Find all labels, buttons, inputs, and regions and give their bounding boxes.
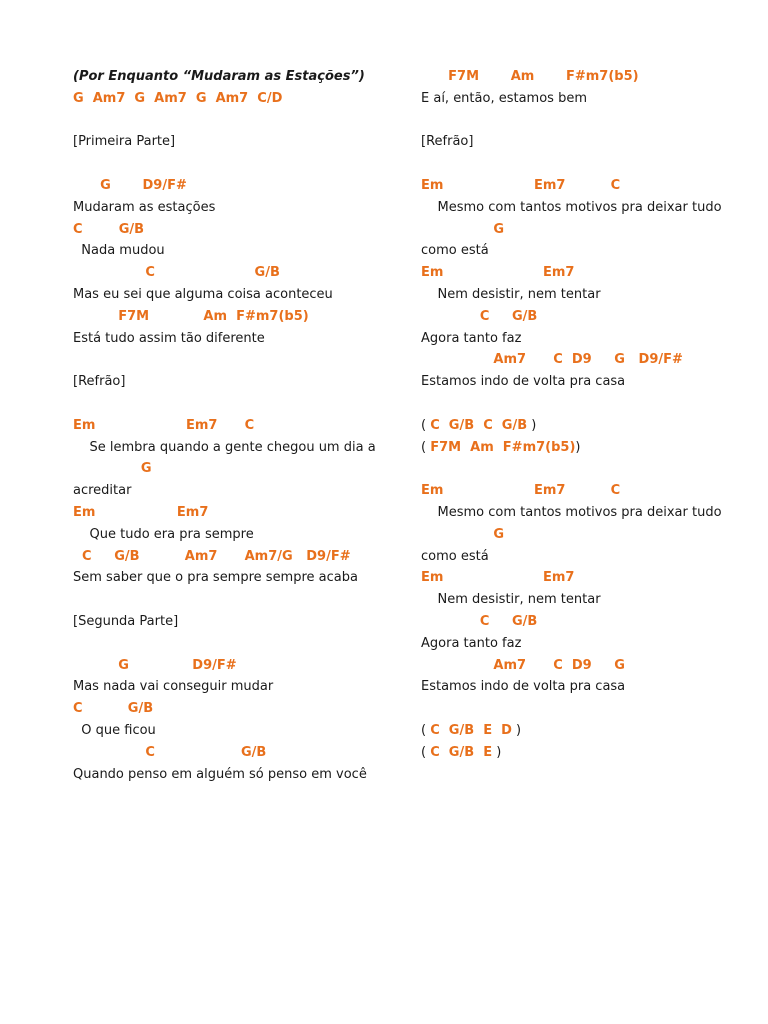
chord-line: C G/B [73,221,145,237]
lyric-line: Estamos indo de volta pra casa [421,679,626,695]
blank-line [421,110,766,132]
chord-line: C G/B [73,744,267,760]
chord-line: F7M Am F#m7(b5) [421,69,639,84]
right-column [421,66,766,764]
chord-line: G [421,526,505,542]
chord-line: Em Em7 C [73,417,255,433]
lyric-line: como está [421,243,489,259]
lyric-line: Se lembra quando a gente chegou um dia a [73,439,376,455]
blank-line [421,698,766,720]
chord-line: Am7 C D9 G [421,657,625,673]
blank-line [421,458,766,480]
lyric-line: Está tudo assim tão diferente [73,330,265,346]
blank-line [73,349,418,371]
chord-line: Em Em7 C [421,177,621,193]
section-heading: [Primeira Parte] [73,134,176,150]
section-heading: [Segunda Parte] [73,613,179,629]
lyric-line: Nem desistir, nem tentar [421,286,601,302]
blank-line [73,110,418,132]
paren-open: ( [421,722,431,738]
chord-progression-line [421,742,766,764]
lyric-line: Estamos indo de volta pra casa [421,374,626,390]
chord-line: C G/B [421,613,538,629]
chord-line: G Am7 G Am7 G Am7 C/D [73,90,283,106]
blank-line [421,153,766,175]
left-column [73,66,418,785]
chord-progression: C G/B E [430,744,493,760]
chord-progression: F7M Am F#m7(b5) [430,439,576,455]
chord-line: Em Em7 [421,570,575,586]
lyric-line: E aí, então, estamos bem [421,90,587,106]
chord-progression-line [421,437,766,459]
section-heading: [Refrão] [73,374,126,390]
lyric-line: Mas eu sei que alguma coisa aconteceu [73,286,333,302]
blank-line [73,393,418,415]
blank-line [73,633,418,655]
chord-line: Em Em7 [73,504,209,520]
paren-open: ( [421,417,431,433]
lyric-line: Agora tanto faz [421,635,522,651]
lyric-line: Nada mudou [73,243,165,259]
chord-progression: C G/B C G/B [430,417,528,433]
lyric-line: Agora tanto faz [421,330,522,346]
blank-line [421,393,766,415]
paren-close: ) [575,439,581,455]
lyric-line: Nem desistir, nem tentar [421,592,601,608]
chord-line: G [73,461,152,477]
chord-progression: C G/B E D [430,722,512,738]
chord-line: G [421,221,505,237]
paren-open: ( [421,744,431,760]
lyric-line: Mesmo com tantos motivos pra deixar tudo [421,504,722,520]
song-title: (Por Enquanto “Mudaram as Estações”) [73,69,365,84]
chord-line: C G/B [73,265,280,281]
lyric-line: acreditar [73,483,132,499]
paren-close: ) [511,722,522,738]
lyric-line: Mas nada vai conseguir mudar [73,679,274,695]
lyric-line: Mudaram as estações [73,199,216,215]
chord-line: C G/B [73,701,154,717]
lyric-line: Mesmo com tantos motivos pra deixar tudo [421,199,722,215]
paren-open: ( [421,439,431,455]
lyric-line: Quando penso em alguém só penso em você [73,766,367,782]
paren-close: ) [492,744,502,760]
chord-line: C G/B Am7 Am7/G D9/F# [73,548,351,564]
lyric-line: Sem saber que o pra sempre sempre acaba [73,570,358,586]
chord-line: C G/B [421,308,538,324]
chord-line: G D9/F# [73,177,187,193]
chord-progression-line [421,415,766,437]
chord-line: F7M Am F#m7(b5) [73,308,309,324]
chord-line: Am7 C D9 G D9/F# [421,352,683,368]
lyric-line: O que ficou [73,722,156,738]
chord-line: Em Em7 [421,265,575,281]
chord-progression-line [421,720,766,742]
chord-line: G D9/F# [73,657,237,673]
chord-line: Em Em7 C [421,483,621,499]
paren-close: ) [527,417,537,433]
blank-line [73,589,418,611]
lyric-line: como está [421,548,489,564]
section-heading: [Refrão] [421,134,474,150]
lyric-line: Que tudo era pra sempre [73,526,254,542]
blank-line [73,153,418,175]
